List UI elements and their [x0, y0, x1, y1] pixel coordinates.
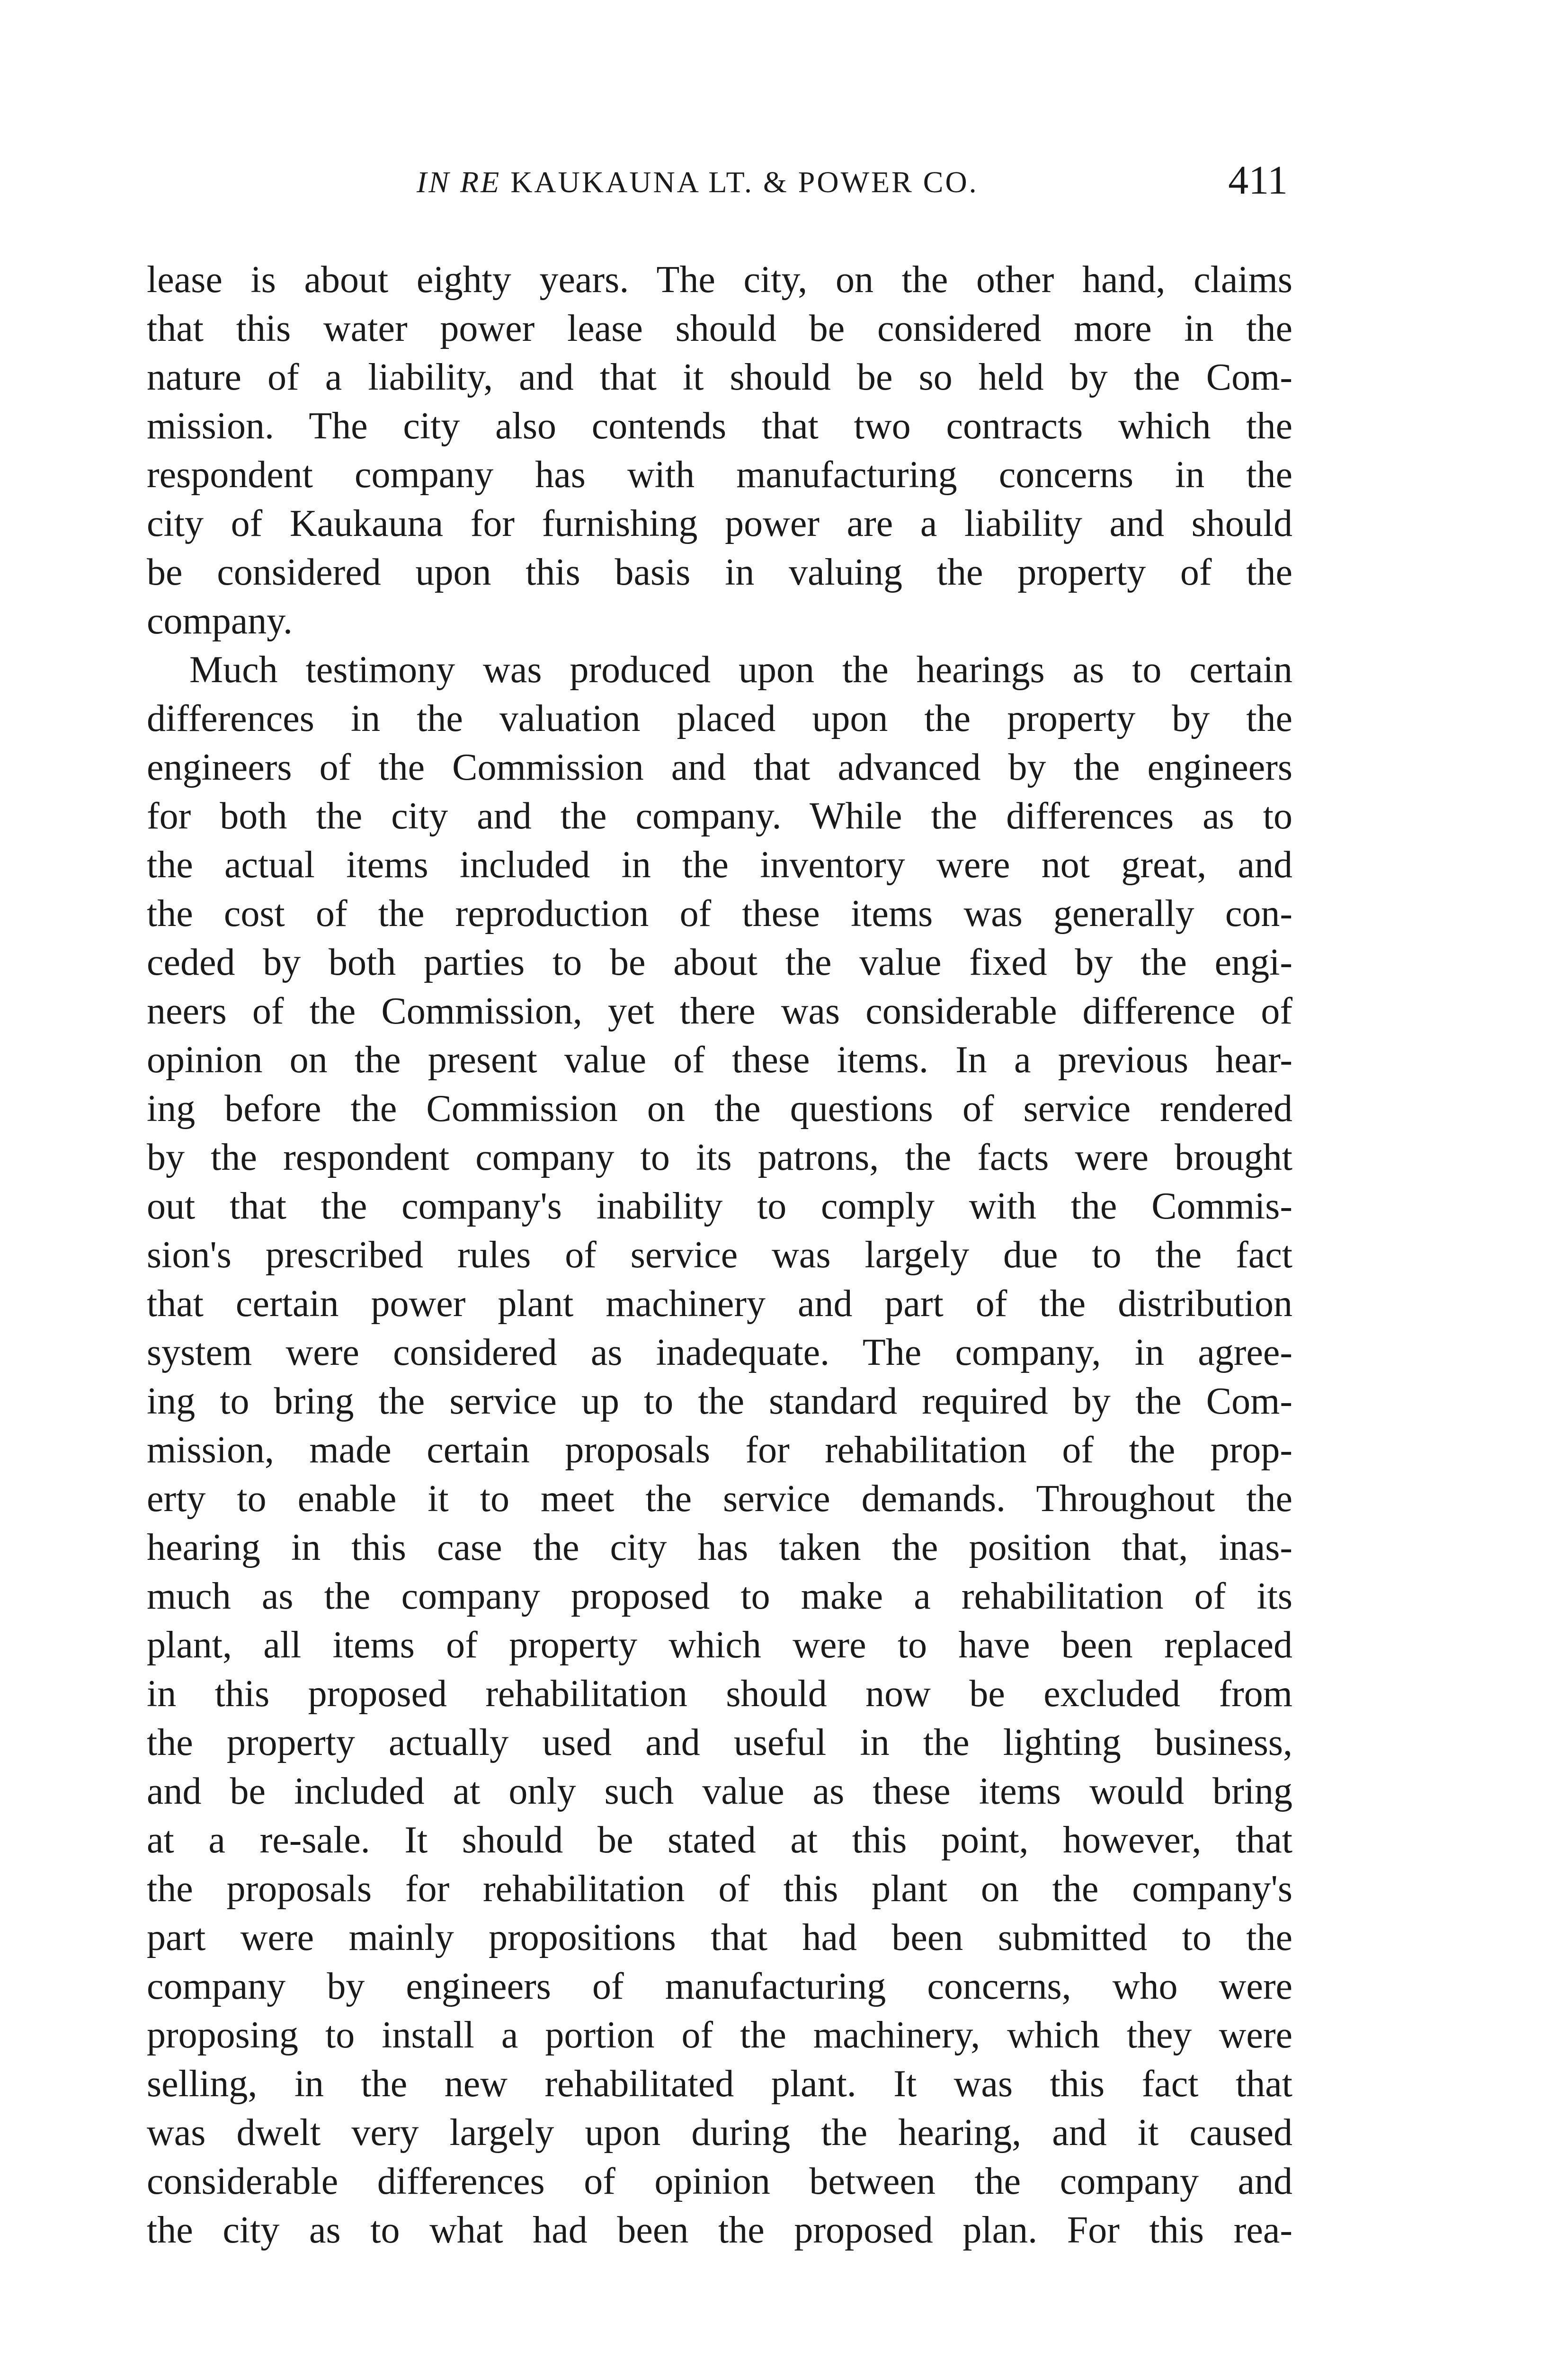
- text-line: by the respondent company to its patrons, the facts were brought: [147, 1137, 1292, 1178]
- text-line: the actual items included in the inventory were not great, and: [147, 844, 1292, 886]
- text-line: be considered upon this basis in valuing the property of the: [147, 552, 1292, 593]
- text-line: was dwelt very largely upon during the hearing, and it caused: [147, 2112, 1292, 2153]
- text-line: the property actually used and useful in the lighting business,: [147, 1722, 1292, 1763]
- text-line: opinion on the present value of these items. In a previous hear-: [147, 1039, 1292, 1081]
- text-line: nature of a liability, and that it should be so held by the Com-: [147, 356, 1292, 398]
- text-line: considerable differences of opinion between the company and: [147, 2161, 1292, 2202]
- text-line: erty to enable it to meet the service demands. Throughout the: [147, 1478, 1292, 1520]
- text-line: at a re-sale. It should be stated at this point, however, that: [147, 1819, 1292, 1861]
- text-line: in this proposed rehabilitation should now be excluded from: [147, 1673, 1292, 1715]
- text-line: part were mainly propositions that had been submitted to the: [147, 1917, 1292, 1958]
- text-line: differences in the valuation placed upon the property by the: [147, 698, 1292, 739]
- text-line: city of Kaukauna for furnishing power are a liability and should: [147, 503, 1292, 544]
- text-line: company by engineers of manufacturing concerns, who were: [147, 1966, 1292, 2007]
- text-line: neers of the Commission, yet there was considerable difference of: [147, 990, 1292, 1032]
- text-line: mission. The city also contends that two contracts which the: [147, 405, 1292, 447]
- text-line: ing before the Commission on the questions of service rendered: [147, 1088, 1292, 1130]
- text-line: out that the company's inability to comply with the Commis-: [147, 1185, 1292, 1227]
- text-line: ing to bring the service up to the standard required by the Com-: [147, 1380, 1292, 1422]
- page-number: 411: [1228, 157, 1288, 203]
- text-line: Much testimony was produced upon the hearings as to certain: [189, 649, 1292, 691]
- text-line: and be included at only such value as these items would bring: [147, 1771, 1292, 1812]
- text-line: engineers of the Commission and that advanced by the engineers: [147, 747, 1292, 788]
- text-line: the city as to what had been the proposed plan. For this rea-: [147, 2209, 1292, 2251]
- body-text: [147, 256, 1292, 2255]
- text-line: plant, all items of property which were to have been replaced: [147, 1624, 1292, 1666]
- text-line: that this water power lease should be considered more in the: [147, 308, 1292, 349]
- text-line: proposing to install a portion of the machinery, which they were: [147, 2014, 1292, 2056]
- text-line: respondent company has with manufacturing concerns in the: [147, 454, 1292, 496]
- text-line: the cost of the reproduction of these items was generally con-: [147, 893, 1292, 934]
- text-line: ceded by both parties to be about the value fixed by the engi-: [147, 942, 1292, 983]
- text-line: lease is about eighty years. The city, on the other hand, claims: [147, 259, 1292, 301]
- text-line: that certain power plant machinery and part of the distribution: [147, 1283, 1292, 1325]
- text-line: sion's prescribed rules of service was largely due to the fact: [147, 1234, 1292, 1276]
- running-title: [417, 165, 979, 200]
- text-line: mission, made certain proposals for rehabilitation of the prop-: [147, 1429, 1292, 1471]
- running-title-rest: KAUKAUNA LT. & POWER CO.: [510, 165, 979, 199]
- text-line: hearing in this case the city has taken the position that, inas-: [147, 1527, 1292, 1568]
- text-line: company.: [147, 600, 293, 642]
- text-line: selling, in the new rehabilitated plant. It was this fact that: [147, 2063, 1292, 2105]
- running-title-italic: IN RE: [417, 165, 501, 199]
- text-line: system were considered as inadequate. The company, in agree-: [147, 1332, 1292, 1373]
- text-line: much as the company proposed to make a rehabilitation of its: [147, 1575, 1292, 1617]
- running-head: [142, 156, 1288, 208]
- text-line: the proposals for rehabilitation of this plant on the company's: [147, 1868, 1292, 1910]
- text-line: for both the city and the company. While the differences as to: [147, 795, 1292, 837]
